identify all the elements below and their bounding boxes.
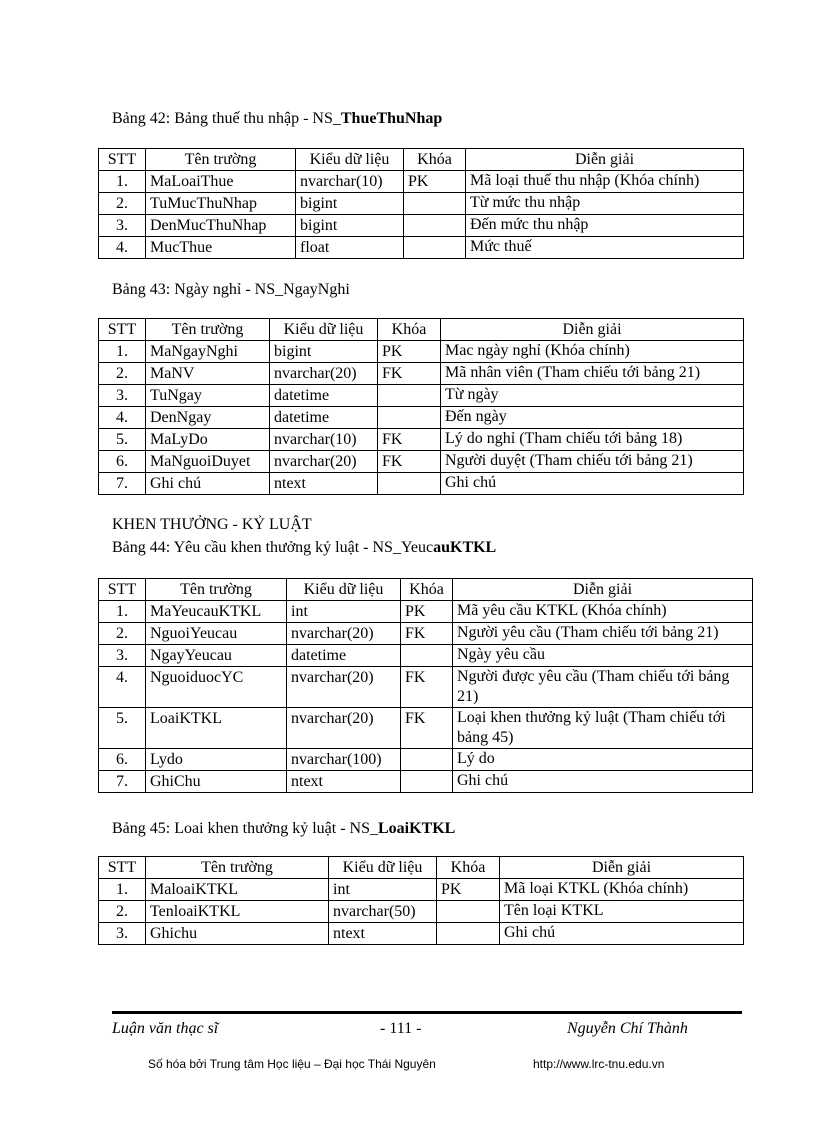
table-cell: nvarchar(20) — [287, 667, 401, 708]
table-row — [99, 901, 744, 923]
table-cell: 7. — [99, 473, 146, 495]
table-cell: PK — [378, 341, 441, 363]
table-row — [99, 237, 744, 259]
table-cell: Người yêu cầu (Tham chiếu tới bảng 21) — [453, 623, 753, 645]
table-cell: MucThue — [146, 237, 296, 259]
table-cell: 4. — [99, 407, 146, 429]
footer-divider — [112, 1011, 742, 1014]
table-43 — [98, 318, 744, 495]
table-cell: Người được yêu cầu (Tham chiếu tới bảng 21) — [453, 667, 753, 708]
table-cell: Mã loại KTKL (Khóa chính) — [500, 879, 744, 901]
table-cell: 2. — [99, 363, 146, 385]
table-row — [99, 601, 753, 623]
table-42 — [98, 148, 744, 259]
table-cell: NgayYeucau — [146, 645, 287, 667]
table-cell: 2. — [99, 623, 146, 645]
table-cell: TuMucThuNhap — [146, 193, 296, 215]
table-cell: GhiChu — [146, 771, 287, 793]
table-cell: 4. — [99, 237, 146, 259]
table-cell: 6. — [99, 451, 146, 473]
column-header: Kiểu dữ liệu — [329, 857, 437, 879]
table-cell: PK — [401, 601, 453, 623]
column-header: Tên trường — [146, 319, 270, 341]
table-44 — [98, 578, 753, 793]
table-cell: 1. — [99, 171, 146, 193]
table-cell: ntext — [270, 473, 378, 495]
column-header: STT — [99, 319, 146, 341]
table-cell: datetime — [287, 645, 401, 667]
table-cell: FK — [401, 623, 453, 645]
table-cell: nvarchar(20) — [287, 623, 401, 645]
column-header: Kiểu dữ liệu — [270, 319, 378, 341]
table-cell: bigint — [296, 215, 404, 237]
table-cell: MaNgayNghi — [146, 341, 270, 363]
table-43-caption: Bảng 43: Ngày nghỉ - NS_NgayNghi — [112, 281, 350, 298]
table-cell: Từ ngày — [441, 385, 744, 407]
table-cell: datetime — [270, 407, 378, 429]
table-row — [99, 341, 744, 363]
column-header: Kiểu dữ liệu — [287, 579, 401, 601]
table-cell: Ghi chú — [453, 771, 753, 793]
table-cell: 6. — [99, 749, 146, 771]
table-cell: nvarchar(10) — [270, 429, 378, 451]
table-cell: Lý do — [453, 749, 753, 771]
table-cell: MaLyDo — [146, 429, 270, 451]
table-cell: 3. — [99, 385, 146, 407]
table-row — [99, 407, 744, 429]
table-cell: FK — [401, 667, 453, 708]
table-cell: FK — [401, 708, 453, 749]
table-cell: NguoiduocYC — [146, 667, 287, 708]
table-cell: NguoiYeucau — [146, 623, 287, 645]
table-row — [99, 193, 744, 215]
table-cell: ntext — [287, 771, 401, 793]
table-cell: Lý do nghỉ (Tham chiếu tới bảng 18) — [441, 429, 744, 451]
table-cell: 3. — [99, 923, 146, 945]
table-cell: Ghi chú — [146, 473, 270, 495]
table-42-caption: Bảng 42: Bảng thuế thu nhập - NS_ThueThuNhap — [112, 110, 443, 127]
table-cell: FK — [378, 363, 441, 385]
table-cell: nvarchar(20) — [287, 708, 401, 749]
table-cell: nvarchar(20) — [270, 451, 378, 473]
table-cell — [437, 901, 500, 923]
table-cell: nvarchar(50) — [329, 901, 437, 923]
table-row — [99, 171, 744, 193]
table-cell: 4. — [99, 667, 146, 708]
table-45-caption: Bảng 45: Loai khen thưởng kỷ luật - NS_LoaiKTKL — [112, 820, 456, 837]
table-cell — [404, 215, 466, 237]
table-cell: 1. — [99, 341, 146, 363]
footer-author: Nguyễn Chí Thành — [567, 1020, 688, 1037]
table-row — [99, 708, 753, 749]
table-cell: PK — [404, 171, 466, 193]
table-cell: FK — [378, 429, 441, 451]
column-header: Khóa — [437, 857, 500, 879]
table-row — [99, 473, 744, 495]
section-heading: KHEN THƯỞNG - KỶ LUẬT — [112, 516, 312, 533]
table-cell: 5. — [99, 708, 146, 749]
column-header: Diễn giải — [500, 857, 744, 879]
footer-thesis-label: Luận văn thạc sĩ — [112, 1020, 219, 1037]
header-row — [99, 149, 744, 171]
table-cell: Đến mức thu nhập — [466, 215, 744, 237]
table-cell: PK — [437, 879, 500, 901]
table-cell: MaYeucauKTKL — [146, 601, 287, 623]
table-cell: Từ mức thu nhập — [466, 193, 744, 215]
table-cell — [437, 923, 500, 945]
table-cell: MaNguoiDuyet — [146, 451, 270, 473]
table-cell: ntext — [329, 923, 437, 945]
table-row — [99, 215, 744, 237]
table-row — [99, 667, 753, 708]
table-row — [99, 429, 744, 451]
header-row — [99, 319, 744, 341]
table-44-caption: Bảng 44: Yêu cầu khen thưởng kỷ luật - NS_YeucauKTKL — [112, 539, 497, 556]
table-cell: Ghi chú — [441, 473, 744, 495]
table-row — [99, 363, 744, 385]
table-cell — [378, 407, 441, 429]
table-cell: Mã loại thuế thu nhập (Khóa chính) — [466, 171, 744, 193]
table-cell: Ghi chú — [500, 923, 744, 945]
credit-text: Số hóa bởi Trung tâm Học liệu – Đại học Thái Nguyên — [148, 1057, 436, 1071]
column-header: Tên trường — [146, 857, 329, 879]
table-row — [99, 645, 753, 667]
table-cell — [378, 473, 441, 495]
page-number: - 111 - — [380, 1020, 422, 1037]
table-cell: 2. — [99, 901, 146, 923]
header-row — [99, 857, 744, 879]
column-header: Khóa — [401, 579, 453, 601]
table-cell — [378, 385, 441, 407]
table-cell: Ngày yêu cầu — [453, 645, 753, 667]
table-cell: TuNgay — [146, 385, 270, 407]
table-cell: Mac ngày nghỉ (Khóa chính) — [441, 341, 744, 363]
table-row — [99, 879, 744, 901]
table-cell: Mã nhân viên (Tham chiếu tới bảng 21) — [441, 363, 744, 385]
column-header: STT — [99, 857, 146, 879]
table-cell: MaLoaiThue — [146, 171, 296, 193]
table-cell: Tên loại KTKL — [500, 901, 744, 923]
table-cell: MaNV — [146, 363, 270, 385]
column-header: Khóa — [404, 149, 466, 171]
column-header: Diễn giải — [453, 579, 753, 601]
column-header: Tên trường — [146, 149, 296, 171]
table-row — [99, 451, 744, 473]
table-cell: TenloaiKTKL — [146, 901, 329, 923]
table-cell: 7. — [99, 771, 146, 793]
column-header: STT — [99, 579, 146, 601]
table-cell: 5. — [99, 429, 146, 451]
table-cell: datetime — [270, 385, 378, 407]
table-cell — [404, 193, 466, 215]
table-cell: nvarchar(20) — [270, 363, 378, 385]
table-cell — [401, 645, 453, 667]
table-cell: DenMucThuNhap — [146, 215, 296, 237]
table-cell: Loại khen thưởng kỷ luật (Tham chiếu tới bảng 45) — [453, 708, 753, 749]
table-row — [99, 749, 753, 771]
header-row — [99, 579, 753, 601]
table-cell: FK — [378, 451, 441, 473]
table-cell — [401, 749, 453, 771]
credit-url[interactable]: http://www.lrc-tnu.edu.vn — [533, 1057, 665, 1071]
table-cell: MaloaiKTKL — [146, 879, 329, 901]
table-cell: bigint — [296, 193, 404, 215]
column-header: Diễn giải — [441, 319, 744, 341]
table-cell: nvarchar(10) — [296, 171, 404, 193]
table-cell: 3. — [99, 215, 146, 237]
table-cell: DenNgay — [146, 407, 270, 429]
table-row — [99, 923, 744, 945]
table-cell: 2. — [99, 193, 146, 215]
column-header: Diễn giải — [466, 149, 744, 171]
column-header: Tên trường — [146, 579, 287, 601]
table-cell: Mức thuế — [466, 237, 744, 259]
table-row — [99, 385, 744, 407]
table-cell: Ghichu — [146, 923, 329, 945]
table-cell: 3. — [99, 645, 146, 667]
column-header: STT — [99, 149, 146, 171]
table-cell: Người duyệt (Tham chiếu tới bảng 21) — [441, 451, 744, 473]
table-cell — [404, 237, 466, 259]
table-cell: Mã yêu cầu KTKL (Khóa chính) — [453, 601, 753, 623]
table-row — [99, 771, 753, 793]
table-row — [99, 623, 753, 645]
column-header: Khóa — [378, 319, 441, 341]
column-header: Kiểu dữ liệu — [296, 149, 404, 171]
table-cell: Đến ngày — [441, 407, 744, 429]
table-cell: 1. — [99, 879, 146, 901]
table-cell: LoaiKTKL — [146, 708, 287, 749]
table-45 — [98, 856, 744, 945]
table-cell: int — [287, 601, 401, 623]
table-cell: int — [329, 879, 437, 901]
table-cell: bigint — [270, 341, 378, 363]
table-cell: float — [296, 237, 404, 259]
table-cell: Lydo — [146, 749, 287, 771]
table-cell: 1. — [99, 601, 146, 623]
table-cell — [401, 771, 453, 793]
table-cell: nvarchar(100) — [287, 749, 401, 771]
